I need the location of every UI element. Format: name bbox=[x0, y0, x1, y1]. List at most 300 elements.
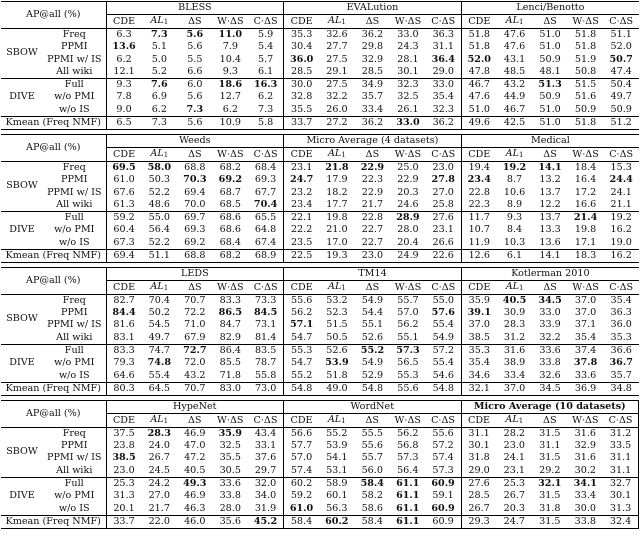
value-cell: 22.8 bbox=[361, 212, 384, 224]
value-cell: 61.1 bbox=[396, 515, 420, 527]
value-cell: 68.6 bbox=[219, 224, 242, 236]
value-cell: 60.2 bbox=[325, 515, 349, 527]
value-cell: 22.7 bbox=[355, 236, 391, 249]
method-label: All wiki bbox=[43, 331, 106, 344]
value-cell: 84.7 bbox=[219, 319, 242, 331]
value-cell: 22.5 bbox=[290, 249, 313, 261]
value-cell: 30.1 bbox=[461, 440, 497, 452]
value-cell: 44.9 bbox=[503, 91, 526, 103]
metric-label: CDE bbox=[284, 281, 320, 294]
value-cell: 67.3 bbox=[106, 236, 142, 249]
value-cell: 22.6 bbox=[426, 249, 462, 262]
value-cell: 58.4 bbox=[360, 478, 384, 490]
value-cell: 60.1 bbox=[326, 490, 348, 502]
value-cell: 32.2 bbox=[326, 91, 348, 103]
value-cell: 31.3 bbox=[603, 502, 639, 515]
value-cell: 26.6 bbox=[426, 236, 462, 249]
value-cell: 6.1 bbox=[506, 249, 523, 261]
value-cell: 5.6 bbox=[187, 41, 203, 53]
value-cell: 69.2 bbox=[218, 174, 243, 186]
value-cell: 34.8 bbox=[610, 382, 632, 394]
value-cell: 58.6 bbox=[355, 502, 391, 515]
value-cell: 8.7 bbox=[506, 174, 523, 186]
value-cell: 32.5 bbox=[219, 440, 241, 452]
method-label: Kmean (Freq NMF) bbox=[1, 515, 106, 528]
metric-label: CDE bbox=[284, 15, 320, 28]
value-cell: 35.9 bbox=[218, 427, 242, 439]
value-cell: 28.3 bbox=[147, 427, 171, 439]
value-cell: 51.0 bbox=[532, 103, 568, 116]
value-cell: 36.0 bbox=[610, 319, 632, 331]
value-cell: 59.2 bbox=[290, 490, 313, 502]
dataset-name: Kotlerman 2010 bbox=[461, 267, 639, 280]
metric-label: ΔS bbox=[177, 15, 213, 28]
value-cell: 70.4 bbox=[248, 198, 284, 211]
value-cell: 6.2 bbox=[142, 103, 178, 116]
value-cell: 50.9 bbox=[539, 53, 561, 65]
value-cell: 69.2 bbox=[177, 236, 213, 249]
value-cell: 68.2 bbox=[219, 249, 242, 261]
value-cell: 52.2 bbox=[148, 186, 170, 198]
value-cell: 70.3 bbox=[183, 174, 207, 186]
value-cell: 36.9 bbox=[574, 382, 597, 394]
value-cell: 70.4 bbox=[148, 294, 170, 306]
value-cell: 24.7 bbox=[289, 174, 314, 186]
value-cell: 81.6 bbox=[113, 319, 135, 331]
metric-label: ΔS bbox=[177, 281, 213, 294]
value-cell: 51.9 bbox=[574, 53, 597, 65]
value-cell: 31.8 bbox=[461, 452, 497, 464]
value-cell: 16.2 bbox=[610, 249, 632, 261]
value-cell: 83.5 bbox=[248, 344, 284, 357]
value-cell: 54.8 bbox=[426, 382, 462, 395]
value-cell: 23.4 bbox=[467, 174, 491, 186]
value-cell: 54.5 bbox=[148, 319, 170, 331]
table-row bbox=[1, 116, 639, 129]
value-cell: 71.0 bbox=[184, 319, 206, 331]
value-cell: 83.1 bbox=[106, 331, 142, 344]
value-cell: 79.3 bbox=[113, 357, 135, 369]
value-cell: 61.3 bbox=[106, 198, 142, 211]
value-cell: 22.9 bbox=[397, 174, 419, 186]
value-cell: 33.4 bbox=[497, 369, 533, 382]
method-label: w/o PMI bbox=[43, 490, 106, 502]
value-cell: 51.1 bbox=[148, 249, 170, 261]
metric-al1: $AL_1$ bbox=[142, 15, 178, 28]
value-cell: 50.8 bbox=[568, 65, 604, 78]
value-cell: 24.7 bbox=[497, 515, 533, 528]
dataset-name: Medical bbox=[461, 134, 639, 147]
value-cell: 23.8 bbox=[113, 440, 135, 452]
value-cell: 55.6 bbox=[361, 440, 383, 452]
metric-label: W·ΔS bbox=[390, 15, 426, 28]
metric-label: ΔS bbox=[532, 148, 568, 161]
value-cell: 71.8 bbox=[213, 369, 249, 382]
value-cell: 31.5 bbox=[539, 490, 561, 502]
value-cell: 33.6 bbox=[568, 369, 604, 382]
value-cell: 73.1 bbox=[248, 319, 284, 331]
value-cell: 72.0 bbox=[184, 357, 206, 369]
value-cell: 31.1 bbox=[426, 41, 462, 53]
value-cell: 5.1 bbox=[151, 41, 167, 53]
value-cell: 35.3 bbox=[290, 28, 313, 40]
value-cell: 35.4 bbox=[468, 357, 490, 369]
value-cell: 51.2 bbox=[610, 117, 632, 129]
method-label: Kmean (Freq NMF) bbox=[1, 116, 106, 129]
value-cell: 68.4 bbox=[213, 236, 249, 249]
value-cell: 27.0 bbox=[426, 186, 462, 198]
value-cell: 43.4 bbox=[248, 427, 284, 440]
value-cell: 5.2 bbox=[142, 65, 178, 78]
table-row bbox=[1, 211, 639, 224]
value-cell: 51.8 bbox=[574, 41, 597, 53]
value-cell: 37.0 bbox=[468, 319, 490, 331]
value-cell: 64.6 bbox=[106, 369, 142, 382]
value-cell: 28.9 bbox=[396, 212, 420, 224]
value-cell: 58.2 bbox=[361, 490, 383, 502]
value-cell: 27.2 bbox=[326, 117, 348, 129]
value-cell: 34.9 bbox=[361, 79, 384, 91]
value-cell: 37.8 bbox=[573, 357, 598, 369]
metric-label: ΔS bbox=[355, 148, 391, 161]
method-label: PPMI w/ IS bbox=[43, 452, 106, 464]
value-cell: 23.0 bbox=[503, 440, 525, 452]
value-cell: 36.3 bbox=[610, 307, 632, 319]
value-cell: 37.0 bbox=[503, 382, 526, 394]
value-cell: 31.6 bbox=[574, 452, 596, 464]
value-cell: 36.3 bbox=[426, 28, 462, 41]
value-cell: 31.6 bbox=[503, 345, 526, 357]
metric-label: C·ΔS bbox=[603, 281, 639, 294]
value-cell: 55.1 bbox=[361, 319, 384, 331]
metric-al1: $AL_1$ bbox=[497, 148, 533, 161]
value-cell: 51.3 bbox=[538, 79, 562, 91]
value-cell: 39.1 bbox=[467, 307, 491, 319]
method-label: All wiki bbox=[43, 198, 106, 211]
value-cell: 56.5 bbox=[397, 357, 419, 369]
value-cell: 31.5 bbox=[532, 515, 568, 528]
value-cell: 47.6 bbox=[468, 91, 490, 103]
value-cell: 32.3 bbox=[426, 103, 462, 116]
value-cell: 69.3 bbox=[248, 174, 284, 186]
table-row bbox=[1, 249, 639, 262]
value-cell: 81.4 bbox=[248, 331, 284, 344]
value-cell: 86.5 bbox=[218, 307, 243, 319]
metric-label: W·ΔS bbox=[568, 281, 604, 294]
value-cell: 55.0 bbox=[426, 294, 462, 307]
value-cell: 25.8 bbox=[426, 198, 462, 211]
value-cell: 57.1 bbox=[289, 319, 314, 331]
value-cell: 10.4 bbox=[219, 53, 242, 65]
metric-label: CDE bbox=[461, 281, 497, 294]
value-cell: 17.0 bbox=[319, 236, 355, 249]
value-cell: 24.3 bbox=[397, 41, 419, 53]
value-cell: 28.0 bbox=[213, 502, 249, 515]
value-cell: 25.0 bbox=[397, 161, 419, 173]
metric-label: W·ΔS bbox=[390, 414, 426, 427]
value-cell: 60.9 bbox=[426, 515, 462, 528]
value-cell: 70.7 bbox=[184, 294, 206, 306]
value-cell: 54.1 bbox=[326, 452, 348, 464]
value-cell: 57.4 bbox=[284, 464, 320, 477]
value-cell: 19.4 bbox=[468, 161, 490, 173]
dataset-name: TM14 bbox=[284, 267, 462, 280]
value-cell: 33.4 bbox=[574, 490, 596, 502]
value-cell: 60.4 bbox=[113, 224, 135, 236]
dataset-name: LEDS bbox=[106, 267, 284, 280]
value-cell: 83.3 bbox=[219, 294, 242, 306]
value-cell: 21.1 bbox=[603, 198, 639, 211]
value-cell: 24.1 bbox=[503, 452, 525, 464]
value-cell: 65.5 bbox=[248, 211, 284, 224]
value-cell: 21.0 bbox=[326, 224, 348, 236]
table-row bbox=[1, 198, 639, 211]
value-cell: 57.6 bbox=[426, 307, 462, 319]
value-cell: 30.0 bbox=[568, 502, 604, 515]
value-cell: 23.0 bbox=[361, 249, 384, 261]
value-cell: 6.3 bbox=[116, 28, 132, 40]
value-cell: 22.9 bbox=[360, 161, 385, 173]
table-row bbox=[1, 224, 639, 236]
value-cell: 20.3 bbox=[397, 186, 419, 198]
value-cell: 46.7 bbox=[497, 103, 533, 116]
value-cell: 17.1 bbox=[568, 236, 604, 249]
table-row bbox=[1, 236, 639, 249]
value-cell: 32.6 bbox=[532, 369, 568, 382]
value-cell: 50.2 bbox=[148, 307, 170, 319]
value-cell: 51.1 bbox=[610, 28, 632, 40]
table-row bbox=[1, 174, 639, 186]
method-label: Full bbox=[43, 477, 106, 490]
value-cell: 27.5 bbox=[326, 79, 348, 91]
value-cell: 32.5 bbox=[397, 91, 419, 103]
value-cell: 9.0 bbox=[106, 103, 142, 116]
value-cell: 46.0 bbox=[184, 515, 206, 527]
value-cell: 30.5 bbox=[213, 464, 249, 477]
table-row bbox=[1, 464, 639, 477]
value-cell: 69.5 bbox=[112, 161, 136, 173]
value-cell: 58.4 bbox=[290, 515, 313, 527]
value-cell: 47.2 bbox=[184, 452, 206, 464]
value-cell: 31.1 bbox=[539, 440, 561, 452]
value-cell: 52.0 bbox=[467, 53, 491, 65]
value-cell: 33.0 bbox=[397, 28, 419, 40]
value-cell: 38.9 bbox=[503, 357, 526, 369]
table-row bbox=[1, 452, 639, 464]
value-cell: 59.2 bbox=[113, 212, 135, 224]
results-tables bbox=[1, 1, 639, 529]
value-cell: 55.5 bbox=[361, 427, 383, 439]
value-cell: 37.6 bbox=[248, 452, 284, 464]
value-cell: 51.8 bbox=[468, 28, 490, 40]
value-cell: 21.4 bbox=[573, 212, 598, 224]
value-cell: 23.5 bbox=[284, 236, 320, 249]
table-row bbox=[1, 515, 639, 528]
value-cell: 58.4 bbox=[361, 515, 383, 527]
value-cell: 29.7 bbox=[248, 464, 284, 477]
table-row bbox=[1, 307, 639, 319]
value-cell: 33.9 bbox=[539, 319, 561, 331]
value-cell: 10.3 bbox=[497, 236, 533, 249]
metric-label: C·ΔS bbox=[603, 15, 639, 28]
value-cell: 34.5 bbox=[538, 294, 562, 306]
value-cell: 56.2 bbox=[397, 427, 419, 439]
value-cell: 33.6 bbox=[539, 345, 561, 357]
value-cell: 22.0 bbox=[148, 515, 170, 527]
group-label: SBOW bbox=[1, 427, 43, 477]
value-cell: 31.9 bbox=[248, 502, 284, 515]
value-cell: 23.0 bbox=[106, 464, 142, 477]
value-cell: 70.0 bbox=[177, 198, 213, 211]
value-cell: 36.7 bbox=[609, 357, 633, 369]
method-label: Kmean (Freq NMF) bbox=[1, 382, 106, 395]
value-cell: 69.3 bbox=[184, 224, 206, 236]
value-cell: 51.8 bbox=[574, 28, 597, 40]
metric-al1: $AL_1$ bbox=[319, 414, 355, 427]
value-cell: 24.5 bbox=[142, 464, 178, 477]
value-cell: 34.5 bbox=[539, 382, 561, 394]
value-cell: 33.0 bbox=[539, 307, 561, 319]
metric-label: CDE bbox=[284, 148, 320, 161]
method-label: w/o PMI bbox=[43, 357, 106, 369]
value-cell: 28.5 bbox=[355, 65, 391, 78]
table-row bbox=[1, 41, 639, 53]
dataset-name: Weeds bbox=[106, 134, 284, 147]
value-cell: 46.9 bbox=[184, 427, 206, 439]
value-cell: 35.4 bbox=[426, 91, 462, 103]
value-cell: 43.2 bbox=[177, 369, 213, 382]
value-cell: 30.9 bbox=[503, 307, 526, 319]
value-cell: 13.7 bbox=[539, 212, 561, 224]
value-cell: 73.0 bbox=[248, 382, 284, 395]
value-cell: 42.5 bbox=[503, 117, 526, 129]
table-row bbox=[1, 186, 639, 198]
value-cell: 57.4 bbox=[426, 452, 462, 464]
value-cell: 31.3 bbox=[113, 490, 135, 502]
value-cell: 69.4 bbox=[113, 249, 135, 261]
value-cell: 57.0 bbox=[397, 307, 419, 319]
value-cell: 46.7 bbox=[468, 79, 490, 91]
value-cell: 35.6 bbox=[219, 515, 241, 527]
value-cell: 35.9 bbox=[468, 294, 490, 306]
value-cell: 50.9 bbox=[539, 91, 561, 103]
metric-label: C·ΔS bbox=[248, 15, 284, 28]
value-cell: 26.1 bbox=[390, 103, 426, 116]
value-cell: 32.7 bbox=[603, 477, 639, 490]
value-cell: 24.1 bbox=[610, 186, 632, 198]
value-cell: 56.4 bbox=[148, 224, 170, 236]
value-cell: 46.3 bbox=[177, 502, 213, 515]
value-cell: 33.0 bbox=[426, 78, 462, 91]
value-cell: 55.6 bbox=[397, 382, 419, 394]
value-cell: 33.1 bbox=[248, 440, 284, 452]
table-row bbox=[1, 344, 639, 357]
method-label: w/o IS bbox=[43, 236, 106, 249]
value-cell: 16.6 bbox=[568, 198, 604, 211]
value-cell: 55.2 bbox=[284, 369, 320, 382]
value-cell: 31.8 bbox=[532, 502, 568, 515]
value-cell: 26.7 bbox=[461, 502, 497, 515]
value-cell: 15.3 bbox=[610, 161, 632, 173]
value-cell: 10.9 bbox=[219, 117, 242, 129]
dataset-name: HypeNet bbox=[106, 400, 284, 413]
value-cell: 29.2 bbox=[532, 464, 568, 477]
value-cell: 19.8 bbox=[326, 212, 348, 224]
value-cell: 82.7 bbox=[113, 294, 135, 306]
method-label: Kmean (Freq NMF) bbox=[1, 249, 106, 262]
method-label: All wiki bbox=[43, 65, 106, 78]
value-cell: 54.8 bbox=[290, 382, 313, 394]
value-cell: 40.5 bbox=[177, 464, 213, 477]
value-cell: 55.3 bbox=[290, 345, 313, 357]
value-cell: 68.8 bbox=[184, 161, 206, 173]
value-cell: 54.9 bbox=[426, 331, 462, 344]
metric-label: W·ΔS bbox=[213, 15, 249, 28]
value-cell: 70.7 bbox=[184, 382, 206, 394]
value-cell: 34.0 bbox=[248, 490, 284, 502]
value-cell: 55.6 bbox=[290, 294, 313, 306]
metric-label: C·ΔS bbox=[426, 281, 462, 294]
value-cell: 56.6 bbox=[290, 427, 313, 439]
value-cell: 6.2 bbox=[116, 53, 132, 65]
value-cell: 27.7 bbox=[326, 41, 348, 53]
value-cell: 51.0 bbox=[539, 117, 561, 129]
value-cell: 43.1 bbox=[503, 53, 526, 65]
value-cell: 67.6 bbox=[113, 186, 135, 198]
value-cell: 34.6 bbox=[461, 369, 497, 382]
table-row bbox=[1, 490, 639, 502]
metric-label: W·ΔS bbox=[390, 281, 426, 294]
table-row bbox=[1, 53, 639, 65]
value-cell: 22.3 bbox=[361, 174, 384, 186]
value-cell: 56.2 bbox=[397, 319, 419, 331]
value-cell: 83.3 bbox=[113, 345, 135, 357]
value-cell: 28.2 bbox=[503, 427, 525, 439]
value-cell: 50.7 bbox=[609, 53, 633, 65]
value-cell: 13.3 bbox=[539, 224, 561, 236]
value-cell: 33.7 bbox=[290, 117, 313, 129]
value-cell: 21.8 bbox=[325, 161, 349, 173]
value-cell: 20.4 bbox=[390, 236, 426, 249]
value-cell: 5.7 bbox=[248, 53, 284, 65]
metric-al1: $AL_1$ bbox=[497, 15, 533, 28]
table-row bbox=[1, 440, 639, 452]
metric-label: ΔS bbox=[355, 281, 391, 294]
value-cell: 5.4 bbox=[248, 41, 284, 53]
value-cell: 35.4 bbox=[568, 331, 604, 344]
group-label: DIVE bbox=[1, 78, 43, 116]
metric-al1: $AL_1$ bbox=[497, 281, 533, 294]
value-cell: 29.8 bbox=[361, 41, 384, 53]
results-block-3 bbox=[1, 267, 639, 396]
metric-label: CDE bbox=[106, 148, 142, 161]
results-block-1 bbox=[1, 1, 639, 130]
method-label: PPMI bbox=[43, 440, 106, 452]
value-cell: 55.4 bbox=[142, 369, 178, 382]
value-cell: 27.6 bbox=[426, 211, 462, 224]
value-cell: 33.8 bbox=[219, 490, 241, 502]
metric-label: CDE bbox=[461, 414, 497, 427]
value-cell: 49.7 bbox=[142, 331, 178, 344]
table-row bbox=[1, 103, 639, 116]
value-cell: 35.3 bbox=[603, 331, 639, 344]
value-cell: 33.6 bbox=[219, 478, 241, 490]
value-cell: 31.2 bbox=[497, 331, 533, 344]
value-cell: 24.4 bbox=[609, 174, 633, 186]
method-label: PPMI w/ IS bbox=[43, 186, 106, 198]
value-cell: 28.3 bbox=[503, 319, 526, 331]
value-cell: 53.2 bbox=[326, 294, 348, 306]
